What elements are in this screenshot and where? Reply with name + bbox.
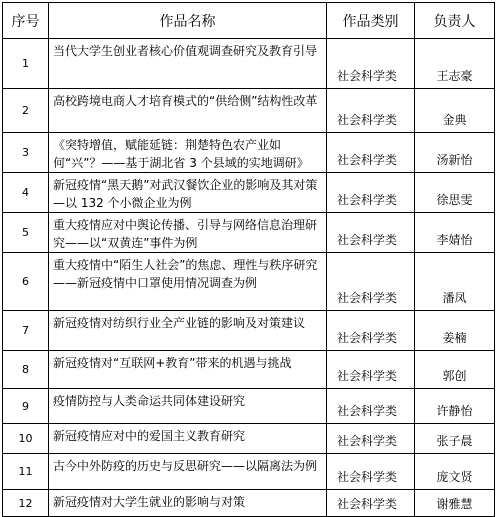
- owner-name: 姜楠: [415, 311, 495, 351]
- work-name: 高校跨境电商人才培育模式的“供给侧”结构性改革: [49, 89, 327, 133]
- project-table: [2, 2, 495, 517]
- work-category: 社会科学类: [327, 253, 415, 311]
- owner-name: 潘凤: [415, 253, 495, 311]
- work-name: 重大疫情应对中舆论传播、引导与网络信息治理研究——以“双黄连”事件为例: [49, 213, 327, 253]
- project-table-container: [2, 2, 495, 517]
- work-category: 社会科学类: [327, 89, 415, 133]
- work-name: 新冠疫情对纺织行业全产业链的影响及对策建议: [49, 311, 327, 351]
- owner-name: 庞文贤: [415, 454, 495, 490]
- work-name: 疫情防控与人类命运共同体建设研究: [49, 389, 327, 424]
- table-row: [3, 454, 495, 490]
- table-row: [3, 173, 495, 213]
- table-row: [3, 490, 495, 517]
- row-number: 5: [3, 213, 49, 253]
- work-category: 社会科学类: [327, 389, 415, 424]
- row-number: 4: [3, 173, 49, 213]
- row-number: 2: [3, 89, 49, 133]
- work-category: 社会科学类: [327, 454, 415, 490]
- row-number: 11: [3, 454, 49, 490]
- table-row: [3, 133, 495, 173]
- work-name: 新冠疫情“黑天鹅”对武汉餐饮企业的影响及其对策—以 132 个小微企业为例: [49, 173, 327, 213]
- table-row: [3, 351, 495, 389]
- row-number: 9: [3, 389, 49, 424]
- work-name: 重大疫情中“陌生人社会”的焦虑、理性与秩序研究——新冠疫情中口罩使用情况调查为例: [49, 253, 327, 311]
- owner-name: 谢雅慧: [415, 490, 495, 517]
- header-row: [3, 3, 495, 39]
- work-name: 新冠疫情对“互联网+教育”带来的机遇与挑战: [49, 351, 327, 389]
- owner-name: 徐思雯: [415, 173, 495, 213]
- table-row: [3, 39, 495, 89]
- header-name: 作品名称: [49, 3, 327, 39]
- work-category: 社会科学类: [327, 424, 415, 454]
- work-name: 新冠疫情对大学生就业的影响与对策: [49, 490, 327, 517]
- work-category: 社会科学类: [327, 39, 415, 89]
- row-number: 3: [3, 133, 49, 173]
- work-category: 社会科学类: [327, 213, 415, 253]
- owner-name: 郭创: [415, 351, 495, 389]
- owner-name: 李婧怡: [415, 213, 495, 253]
- owner-name: 汤新怡: [415, 133, 495, 173]
- owner-name: 许静怡: [415, 389, 495, 424]
- row-number: 12: [3, 490, 49, 517]
- table-row: [3, 389, 495, 424]
- row-number: 7: [3, 311, 49, 351]
- work-name: 《突特增值，赋能延链：荆楚特色农产业如何“兴”？——基于湖北省 3 个县域的实地调研》: [49, 133, 327, 173]
- work-name: 古今中外防疫的历史与反思研究——以隔离法为例: [49, 454, 327, 490]
- work-category: 社会科学类: [327, 490, 415, 517]
- row-number: 10: [3, 424, 49, 454]
- table-row: [3, 253, 495, 311]
- header-no: 序号: [3, 3, 49, 39]
- header-category: 作品类别: [327, 3, 415, 39]
- table-row: [3, 213, 495, 253]
- table-row: [3, 424, 495, 454]
- table-row: [3, 311, 495, 351]
- header-owner: 负责人: [415, 3, 495, 39]
- work-category: 社会科学类: [327, 311, 415, 351]
- row-number: 6: [3, 253, 49, 311]
- work-category: 社会科学类: [327, 133, 415, 173]
- work-category: 社会科学类: [327, 351, 415, 389]
- row-number: 8: [3, 351, 49, 389]
- owner-name: 王志豪: [415, 39, 495, 89]
- owner-name: 张子晨: [415, 424, 495, 454]
- work-category: 社会科学类: [327, 173, 415, 213]
- work-name: 新冠疫情应对中的爱国主义教育研究: [49, 424, 327, 454]
- work-name: 当代大学生创业者核心价值观调查研究及教育引导: [49, 39, 327, 89]
- owner-name: 金典: [415, 89, 495, 133]
- table-row: [3, 89, 495, 133]
- row-number: 1: [3, 39, 49, 89]
